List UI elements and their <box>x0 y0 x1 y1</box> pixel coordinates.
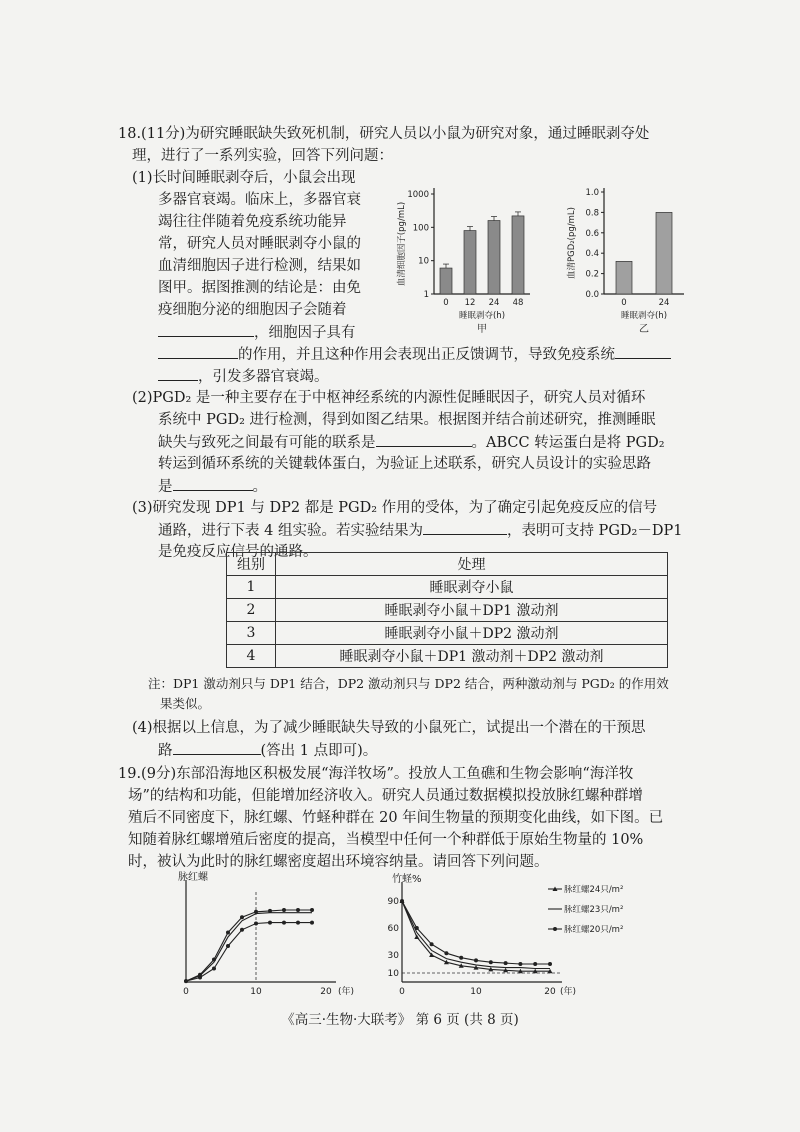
answer-blank[interactable] <box>158 344 238 359</box>
q18-part2-line-4: 转运到循环系统的关键载体蛋白，为验证上述联系，研究人员设计的实验思路 <box>158 456 651 472</box>
table-cell: 4 <box>227 645 276 668</box>
x-tick-label: 24 <box>488 298 500 308</box>
x-tick-label: 10 <box>470 987 482 997</box>
legend-label: 脉红螺24只/m² <box>564 885 624 895</box>
data-point <box>444 951 448 955</box>
q18-part1-line-8: ，细胞因子具有 <box>158 322 356 343</box>
table-cell: 1 <box>227 576 276 599</box>
data-point <box>296 908 300 912</box>
chart-title: 乙 <box>639 324 649 335</box>
table-note-line-1: 注：DP1 激动剂只与 DP1 结合，DP2 激动剂只与 DP2 结合，两种激动剂与 PGD₂ 的作用效 <box>148 676 669 691</box>
x-tick-label: 12 <box>464 298 476 308</box>
table-row <box>227 576 668 599</box>
q18-part2-line-5: 是 。 <box>158 476 267 497</box>
y-tick-label: 0.4 <box>585 249 599 260</box>
experiment-table <box>226 552 668 668</box>
y-axis-label: 血清PGD₂(pg/mL) <box>567 207 577 279</box>
y-tick-label: 10 <box>387 969 399 979</box>
series-line <box>402 901 550 964</box>
table-cell: 2 <box>227 599 276 622</box>
data-point <box>310 921 314 925</box>
q18-part1-line: 竭往往伴随着免疫系统功能异 <box>158 214 347 230</box>
y-tick-label: 0.8 <box>585 208 599 219</box>
y-axis-label: 脉红螺 <box>178 872 208 883</box>
q19-line: 知随着脉红螺增殖后密度的提高，当模型中任何一个种群低于原始生物量的 10% <box>128 832 644 848</box>
data-point <box>310 908 314 912</box>
q18-intro-line-2: 理，进行了一系列实验，回答下列问题： <box>132 148 393 164</box>
data-point <box>415 926 419 930</box>
legend-label: 脉红螺20只/m² <box>564 925 624 935</box>
x-tick-label: 0 <box>443 298 449 308</box>
data-point <box>296 921 300 925</box>
data-point <box>212 967 216 971</box>
answer-blank[interactable] <box>423 520 507 535</box>
table-row <box>227 645 668 668</box>
chart-title: 甲 <box>477 324 487 335</box>
figure-yi-chart <box>562 178 702 336</box>
table-header-cell: 组别 <box>227 553 276 576</box>
data-point <box>184 979 188 983</box>
data-point <box>474 958 478 962</box>
answer-blank[interactable] <box>173 476 253 491</box>
q18-part1-line: 多器官衰竭。临床上，多器官衰 <box>158 192 361 208</box>
q19-zc-chart <box>380 870 660 1000</box>
table-cell: 睡眠剥夺小鼠＋DP2 激动剂 <box>276 622 668 645</box>
answer-blank[interactable] <box>376 432 472 447</box>
y-tick-label: 1.0 <box>585 188 599 198</box>
data-point <box>548 962 552 966</box>
data-point <box>533 962 537 966</box>
q19-line: 19.(9分)东部沿海地区积极发展“海洋牧场”。投放人工鱼礁和生物会影响“海洋牧 <box>118 766 634 782</box>
q18-part1-line: 血清细胞因子进行检测，结果如 <box>158 258 361 274</box>
data-point <box>459 956 463 960</box>
table-note-line-2: 果类似。 <box>160 696 211 711</box>
answer-blank[interactable] <box>158 322 254 337</box>
q18-part2-line-1: (2)PGD₂ 是一种主要存在于中枢神经系统的内源性促睡眠因子，研究人员对循环 <box>132 390 646 406</box>
x-axis-label: 睡眠剥夺(h) <box>458 311 506 321</box>
x-tick-label: 0 <box>399 987 405 997</box>
page-footer: 《高三·生物·大联考》 第 6 页 (共 8 页) <box>281 1012 519 1028</box>
q18-part1-line: 图甲。据图推测的结论是：由免 <box>158 280 361 296</box>
bar <box>464 231 476 294</box>
q18-part3-line-3: 是免疫反应信号的通路。 <box>158 544 318 560</box>
q18-part2-line-3: 缺失与致死之间最有可能的联系是 。ABCC 转运蛋白是将 PGD₂ <box>158 432 665 453</box>
x-tick-label: 20 <box>544 987 556 997</box>
y-tick-label: 0.2 <box>585 269 599 280</box>
legend-label: 脉红螺23只/m² <box>564 905 624 915</box>
q19-mhl-chart <box>168 870 358 1000</box>
q18-part1-line: 常，研究人员对睡眠剥夺小鼠的 <box>158 236 361 252</box>
data-point <box>240 915 244 919</box>
y-axis-label: 血清细胞因子(pg/mL) <box>397 201 407 287</box>
q18-part3-line-1: (3)研究发现 DP1 与 DP2 都是 PGD₂ 作用的受体，为了确定引起免疫反应的信号 <box>132 500 658 516</box>
bar <box>616 261 632 294</box>
series-line <box>402 901 550 969</box>
table-header-row <box>227 553 668 576</box>
q18-intro-line-1: 18.(11分)为研究睡眠缺失致死机制，研究人员以小鼠为研究对象，通过睡眠剥夺处 <box>118 126 650 142</box>
q18-part1-line-9: 的作用，并且这种作用会表现出正反馈调节，导致免疫系统 <box>158 344 671 365</box>
x-tick-label: 24 <box>658 298 670 308</box>
x-tick-label: 0 <box>621 298 627 308</box>
y-tick-label: 1 <box>423 290 429 300</box>
answer-blank[interactable] <box>615 344 671 359</box>
table-cell: 睡眠剥夺小鼠 <box>276 576 668 599</box>
data-point <box>240 928 244 932</box>
data-point <box>489 960 493 964</box>
y-tick-label: 100 <box>412 223 429 234</box>
table-row <box>227 599 668 622</box>
legend-marker <box>553 927 557 931</box>
data-point <box>226 944 230 948</box>
table-row <box>227 622 668 645</box>
x-axis-label: (年) <box>560 987 577 997</box>
q18-part3-line-2: 通路，进行下表 4 组实验。若实验结果为 ，表明可支持 PGD₂－DP1 <box>158 520 682 541</box>
table-cell: 3 <box>227 622 276 645</box>
y-tick-label: 0.0 <box>585 290 599 300</box>
bar <box>440 268 452 294</box>
y-tick-label: 60 <box>387 924 399 934</box>
table-header-cell: 处理 <box>276 553 668 576</box>
x-axis-label: 睡眠剥夺(h) <box>620 311 668 321</box>
q19-line: 场”的结构和功能，但能增加经济收入。研究人员通过数据模拟投放脉红螺种群增 <box>128 788 643 804</box>
answer-blank[interactable] <box>158 366 198 381</box>
data-point <box>268 921 272 925</box>
y-tick-label: 1000 <box>407 190 429 200</box>
series-line <box>186 923 312 982</box>
data-point <box>400 899 404 903</box>
bar <box>488 221 500 294</box>
q18-part2-line-2: 系统中 PGD₂ 进行检测，得到如图乙结果。根据图并结合前述研究，推测睡眠 <box>158 412 656 428</box>
q18-part4-line-1: (4)根据以上信息，为了减少睡眠缺失导致的小鼠死亡，试提出一个潜在的干预思 <box>132 720 646 736</box>
data-point <box>430 942 434 946</box>
y-tick-label: 10 <box>418 256 429 267</box>
data-point <box>282 908 286 912</box>
y-tick-label: 90 <box>387 897 399 907</box>
table-cell: 睡眠剥夺小鼠＋DP1 激动剂＋DP2 激动剂 <box>276 645 668 668</box>
bar <box>512 216 524 294</box>
x-tick-label: 48 <box>512 298 524 308</box>
q18-part1-line: (1)长时间睡眠剥夺后，小鼠会出现 <box>132 170 356 186</box>
bar <box>656 212 672 294</box>
data-point <box>254 922 258 926</box>
q19-line: 殖后不同密度下，脉红螺、竹蛏种群在 20 年间生物量的预期变化曲线，如下图。已 <box>128 810 664 826</box>
x-tick-label: 0 <box>183 987 189 997</box>
table-cell: 睡眠剥夺小鼠＋DP1 激动剂 <box>276 599 668 622</box>
answer-blank[interactable] <box>173 740 261 755</box>
figure-jia-chart <box>394 178 544 336</box>
x-axis-label: (年) <box>338 987 355 997</box>
x-tick-label: 20 <box>320 987 332 997</box>
q18-part1-line-10: ，引发多器官衰竭。 <box>158 366 329 387</box>
data-point <box>282 921 286 925</box>
y-tick-label: 30 <box>387 951 399 961</box>
data-point <box>226 931 230 935</box>
y-axis-label: 竹蛏% <box>392 874 422 885</box>
data-point <box>504 961 508 965</box>
q18-part1-line: 疫细胞分泌的细胞因子会随着 <box>158 302 347 318</box>
data-point <box>518 962 522 966</box>
data-point <box>198 976 202 980</box>
x-tick-label: 10 <box>250 987 262 997</box>
q19-line: 时，被认为此时的脉红螺密度超出环境容纳量。请回答下列问题。 <box>128 854 549 870</box>
q18-part4-line-2: 路 (答出 1 点即可)。 <box>158 740 377 761</box>
y-tick-label: 0.6 <box>585 228 599 239</box>
